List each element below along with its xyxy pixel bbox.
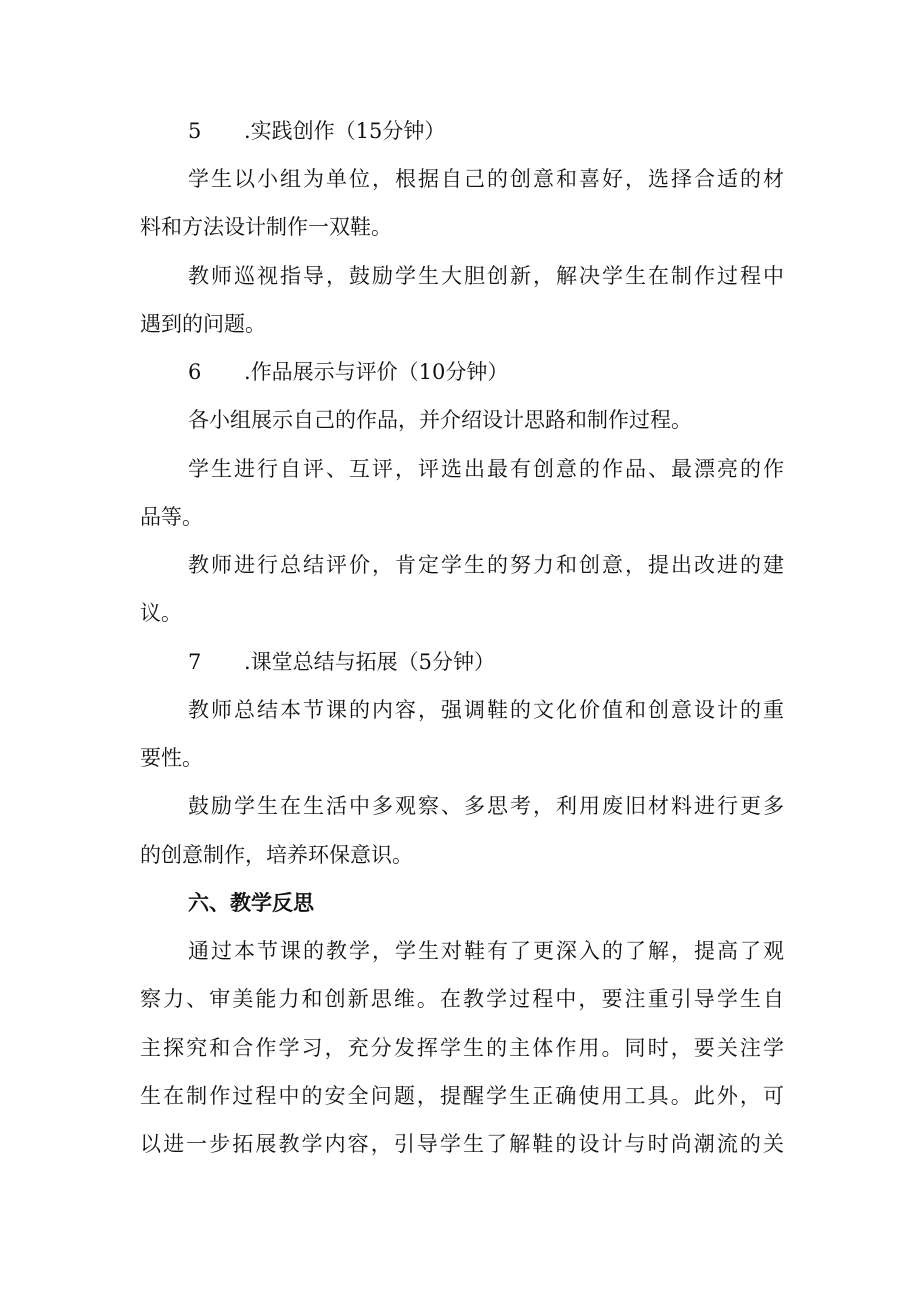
reflection-line: 察力、审美能力和创新思维。在教学过程中，要注重引导学生自 [140, 987, 784, 1011]
paragraph-line: 要性。 [140, 746, 203, 770]
paragraph-line: 料和方法设计制作一双鞋。 [140, 215, 392, 239]
paragraph-line: 鼓励学生在生活中多观察、多思考，利用废旧材料进行更多 [188, 794, 784, 818]
section-number: 7 [188, 650, 202, 674]
section-title: .实践创作（15分钟） [244, 119, 446, 143]
section-number: 5 [188, 119, 202, 143]
section-heading-5 [188, 111, 788, 151]
paragraph-line: 学生进行自评、互评，评选出最有创意的作品、最漂亮的作 [188, 457, 784, 481]
paragraph-line: 教师巡视指导，鼓励学生大胆创新，解决学生在制作过程中 [188, 264, 784, 288]
paragraph-line: 教师总结本节课的内容，强调鞋的文化价值和创意设计的重 [188, 698, 784, 722]
section-heading-7 [188, 642, 788, 682]
paragraph-line: 遇到的问题。 [140, 312, 266, 336]
section-heading-6 [188, 352, 788, 392]
paragraph-line: 学生以小组为单位，根据自己的创意和喜好，选择合适的材 [188, 167, 784, 191]
reflection-line: 以进一步拓展教学内容，引导学生了解鞋的设计与时尚潮流的关 [140, 1132, 784, 1156]
reflection-line: 主探究和合作学习，充分发挥学生的主体作用。同时，要关注学 [140, 1036, 784, 1060]
paragraph-line: 教师进行总结评价，肯定学生的努力和创意，提出改进的建 [188, 553, 784, 577]
section-title: .课堂总结与拓展（5分钟） [244, 650, 496, 674]
section-number: 6 [188, 360, 202, 384]
paragraph-line: 品等。 [140, 505, 203, 529]
reflection-title: 六、教学反思 [188, 890, 314, 915]
paragraph-line: 的创意制作，培养环保意识。 [140, 843, 413, 867]
reflection-line: 通过本节课的教学，学生对鞋有了更深入的了解，提高了观 [188, 939, 784, 963]
paragraph-line: 议。 [140, 601, 182, 625]
section-title: .作品展示与评价（10分钟） [244, 360, 509, 384]
paragraph-line: 各小组展示自己的作品，并介绍设计思路和制作过程。 [188, 408, 692, 432]
reflection-line: 生在制作过程中的安全问题，提醒学生正确使用工具。此外，可 [140, 1084, 784, 1108]
